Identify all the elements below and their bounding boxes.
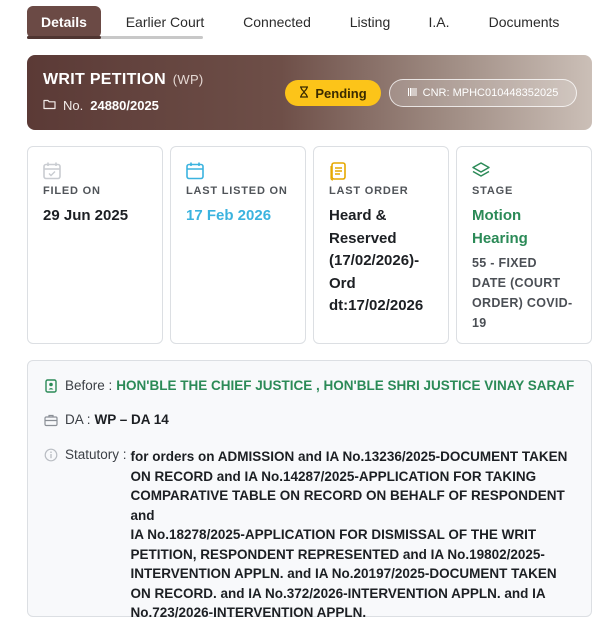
- calendar-icon: [185, 161, 205, 181]
- tab-scroll-indicator: [27, 36, 203, 39]
- last-listed-card: [170, 146, 306, 344]
- folder-icon: [43, 98, 56, 113]
- statutory-row: [44, 447, 571, 623]
- last-listed-label: LAST LISTED ON: [186, 185, 288, 197]
- before-row: [44, 378, 574, 393]
- stage-card: [456, 146, 592, 344]
- stage-value: [472, 205, 528, 250]
- da-row: [44, 412, 169, 427]
- statutory-line: No.723/2026-INTERVENTION APPLN.: [130, 605, 367, 620]
- statutory-line: PETITION, RESPONDENT REPRESENTED and IA No.19802/2025-: [130, 546, 545, 562]
- case-type-abbr: (WP): [172, 72, 204, 87]
- details-panel: [27, 360, 592, 620]
- tab-connected[interactable]: Connected: [243, 14, 311, 30]
- filed-on-value: 29 Jun 2025: [43, 207, 129, 224]
- tab-ia[interactable]: I.A.: [428, 14, 450, 30]
- cnr-badge[interactable]: [389, 79, 577, 107]
- filed-on-label: FILED ON: [43, 185, 101, 197]
- statutory-line: ON RECORD. and IA No.372/2026-INTERVENTION APPLN. and IA: [130, 585, 546, 601]
- last-order-line: Ord: [329, 274, 356, 292]
- tab-details[interactable]: Details: [27, 6, 101, 38]
- stage-value-line: Motion: [472, 207, 522, 224]
- da-label: DA :: [65, 412, 91, 427]
- hourglass-icon: [299, 86, 309, 101]
- stage-subvalue: [472, 253, 572, 333]
- info-icon: [44, 448, 58, 462]
- last-order-line: dt:17/02/2026: [329, 297, 424, 314]
- stage-label: STAGE: [472, 185, 514, 197]
- case-number-prefix: No.: [63, 98, 84, 113]
- da-value: WP – DA 14: [94, 412, 169, 427]
- last-order-line: Heard &: [329, 207, 387, 224]
- statutory-line: IA No.18278/2025-APPLICATION FOR DISMISSAL OF THE WRIT: [130, 527, 537, 542]
- stage-sub-line: ORDER) COVID-: [472, 296, 573, 310]
- document-icon: [328, 161, 348, 181]
- stage-value-line: Hearing: [472, 229, 528, 247]
- briefcase-icon: [44, 413, 58, 427]
- filed-on-card: [27, 146, 163, 344]
- tab-documents[interactable]: Documents: [488, 14, 560, 30]
- statutory-line: INTERVENTION APPLN. and IA No.20197/2025-DOCUMENT TAKEN: [130, 566, 557, 581]
- last-order-label: LAST ORDER: [329, 185, 409, 197]
- layers-icon: [471, 161, 491, 181]
- barcode-icon: [408, 87, 417, 99]
- cnr-text: CNR: MPHC010448352025: [422, 87, 559, 99]
- statutory-line: COMPARATIVE TABLE ON RECORD ON BEHALF OF RESPONDENT and: [130, 488, 565, 523]
- statutory-label: Statutory :: [65, 447, 127, 462]
- last-order-value: [329, 205, 423, 318]
- last-order-card: [313, 146, 449, 344]
- case-number-value: 24880/2025: [90, 98, 159, 113]
- judge-badge-icon: [44, 379, 58, 393]
- calendar-icon: [42, 161, 62, 181]
- last-order-line: (17/02/2026)-: [329, 252, 420, 269]
- before-label: Before :: [65, 378, 113, 393]
- status-text: Pending: [315, 85, 367, 101]
- last-order-line: Reserved: [329, 229, 397, 247]
- statutory-line: for orders on ADMISSION and IA No.13236/2025-DOCUMENT TAKEN: [130, 449, 568, 464]
- statutory-line: ON RECORD and IA No.14287/2025-APPLICATION FOR TAKING: [130, 468, 537, 484]
- stage-sub-line: DATE (COURT: [472, 276, 561, 290]
- tab-listing[interactable]: Listing: [349, 14, 391, 30]
- statutory-text: [131, 447, 571, 623]
- case-number: [43, 98, 159, 113]
- case-title-text: WRIT PETITION: [43, 71, 167, 88]
- tab-earlier-court[interactable]: Earlier Court: [125, 14, 205, 30]
- stage-sub-line: 19: [472, 316, 487, 330]
- last-listed-value: 17 Feb 2026: [186, 207, 272, 224]
- stage-sub-line: 55 - FIXED: [472, 256, 537, 270]
- case-title: [43, 71, 204, 89]
- status-badge: [285, 80, 381, 106]
- tab-bar: [27, 0, 607, 44]
- bench-value: HON'BLE THE CHIEF JUSTICE , HON'BLE SHRI JUSTICE VINAY SARAF: [116, 378, 575, 393]
- case-header-card: [27, 55, 592, 130]
